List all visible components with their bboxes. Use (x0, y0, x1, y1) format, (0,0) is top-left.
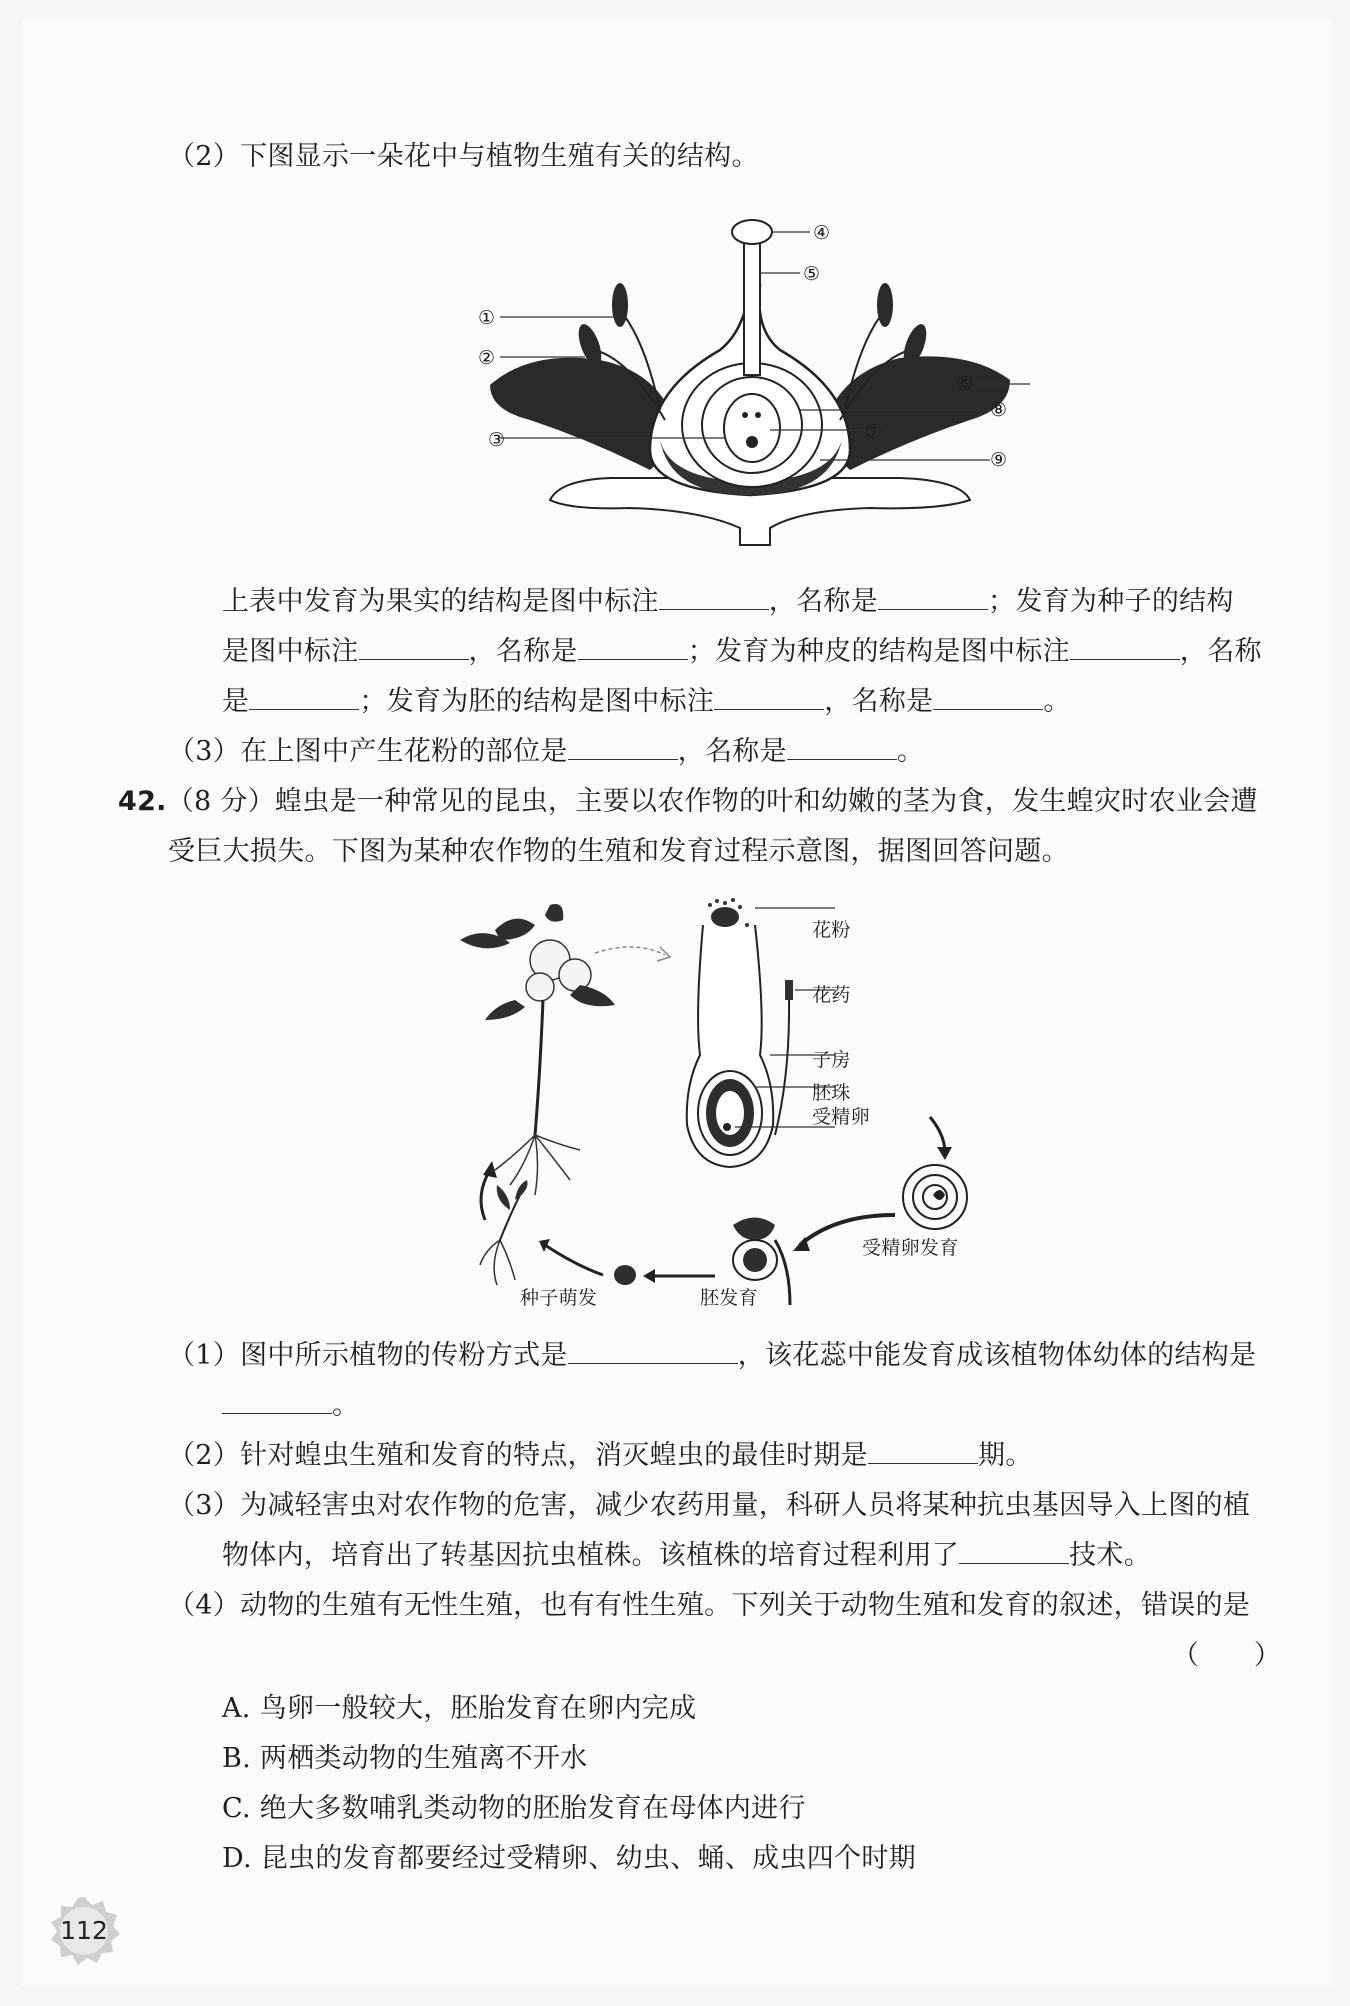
q41-2-l3-c: ，名称是 (824, 686, 934, 717)
q41-2-l2-b: ，名称是 (468, 636, 578, 667)
q42-3-line2 (222, 1536, 1151, 1576)
answer-blank[interactable] (578, 635, 688, 660)
page-number-badge (48, 1895, 120, 1967)
answer-blank[interactable] (359, 635, 469, 660)
fig1-label-5: ⑤ (803, 263, 821, 285)
answer-blank[interactable] (222, 1389, 332, 1414)
q42-3-line1: （3）为减轻害虫对农作物的危害，减少农药用量，科研人员将某种抗虫基因导入上图的植 (168, 1490, 1251, 1521)
answer-blank[interactable] (959, 1539, 1069, 1564)
q41-2-l1-b: ，名称是 (768, 586, 879, 617)
q41-2-l2-c: ；发育为种皮的结构是图中标注 (687, 636, 1070, 667)
q41-2-l3-b: ；发育为胚的结构是图中标注 (359, 686, 715, 717)
q41-3-line (168, 732, 924, 772)
q41-2-l1-a: 上表中发育为果实的结构是图中标注 (222, 586, 659, 617)
answer-blank[interactable] (1070, 635, 1180, 660)
fig2-label-zygote-dev: 受精卵发育 (862, 1237, 959, 1259)
fig1-label-9: ⑨ (990, 449, 1008, 471)
q42-4-line1: （4）动物的生殖有无性生殖，也有有性生殖。下列关于动物生殖和发育的叙述，错误的是 (168, 1590, 1251, 1621)
fig1-label-6: ⑥ (956, 373, 974, 395)
answer-blank[interactable] (568, 735, 678, 760)
option-d[interactable]: D. 昆虫的发育都要经过受精卵、幼虫、蛹、成虫四个时期 (222, 1843, 916, 1874)
q42-stem-1: （8 分）蝗虫是一种常见的昆虫，主要以农作物的叶和幼嫩的茎为食，发生蝗灾时农业会遭 (166, 786, 1258, 817)
answer-blank[interactable] (249, 685, 359, 710)
q41-2-intro: （2）下图显示一朵花中与植物生殖有关的结构。 (168, 141, 759, 172)
q42-2-b: 期。 (977, 1440, 1033, 1471)
q42-1-c: 。 (332, 1390, 360, 1421)
fig1-label-3: ③ (488, 429, 506, 451)
fig2-label-anther: 花药 (812, 984, 851, 1006)
option-a[interactable]: A. 鸟卵一般较大，胚胎发育在卵内完成 (222, 1693, 697, 1724)
q41-2-line2 (222, 632, 1262, 672)
q42-3-l2-a: 物体内，培育出了转基因抗虫植株。该植株的培育过程利用了 (222, 1540, 960, 1571)
page-number: 112 (60, 1916, 108, 1945)
answer-blank[interactable] (568, 1339, 738, 1364)
option-c[interactable]: C. 绝大多数哺乳类动物的胚胎发育在母体内进行 (222, 1793, 806, 1824)
q41-2-line3 (222, 682, 1071, 722)
fig2-label-zygote: 受精卵 (812, 1106, 870, 1128)
flower-structure-diagram (470, 210, 1030, 550)
answer-blank[interactable] (787, 735, 897, 760)
fig1-label-1: ① (478, 307, 496, 329)
fig1-label-2: ② (478, 347, 496, 369)
q41-2-l3-d: 。 (1043, 686, 1071, 717)
q41-2-l3-a: 是 (222, 686, 250, 717)
q42-1-a: （1）图中所示植物的传粉方式是 (168, 1340, 568, 1371)
fig1-label-4: ④ (813, 222, 831, 244)
answer-blank[interactable] (933, 685, 1043, 710)
answer-paren[interactable]: （ ） (1172, 1640, 1282, 1671)
q42-line1 (118, 782, 1258, 822)
q42-1-line1 (168, 1336, 1256, 1376)
q42-1-b: ，该花蕊中能发育成该植物体幼体的结构是 (737, 1340, 1257, 1371)
answer-blank[interactable] (878, 585, 988, 610)
q41-3-c: 。 (896, 736, 925, 767)
answer-blank[interactable] (714, 685, 824, 710)
fig2-label-pollen: 花粉 (812, 919, 851, 941)
fig2-label-embryo-dev: 胚发育 (700, 1287, 758, 1309)
q42-1-line2 (222, 1386, 359, 1426)
fig2-label-ovary: 子房 (812, 1049, 851, 1071)
fig1-label-7: ⑦ (865, 421, 883, 443)
fig2-label-germination: 种子萌发 (520, 1287, 598, 1309)
fig1-label-8: ⑧ (990, 399, 1008, 421)
q42-3-l2-b: 技术。 (1069, 1540, 1152, 1571)
fig2-label-ovule: 胚珠 (812, 1082, 851, 1104)
question-number: 42. (118, 786, 167, 817)
q41-3-b: ，名称是 (677, 736, 787, 767)
q41-2-line1 (222, 582, 1234, 622)
q42-2-a: （2）针对蝗虫生殖和发育的特点，消灭蝗虫的最佳时期是 (168, 1440, 868, 1471)
q42-2-line (168, 1436, 1033, 1476)
option-b[interactable]: B. 两栖类动物的生殖离不开水 (222, 1743, 588, 1774)
q41-2-l2-a: 是图中标注 (222, 636, 359, 667)
q41-3-a: （3）在上图中产生花粉的部位是 (168, 736, 568, 767)
q41-2-l1-c: ；发育为种子的结构 (988, 586, 1234, 617)
answer-blank[interactable] (659, 585, 769, 610)
q41-2-l2-d: ，名称 (1179, 636, 1262, 667)
answer-blank[interactable] (868, 1439, 978, 1464)
q42-stem-2: 受巨大损失。下图为某种农作物的生殖和发育过程示意图，据图回答问题。 (168, 836, 1069, 867)
